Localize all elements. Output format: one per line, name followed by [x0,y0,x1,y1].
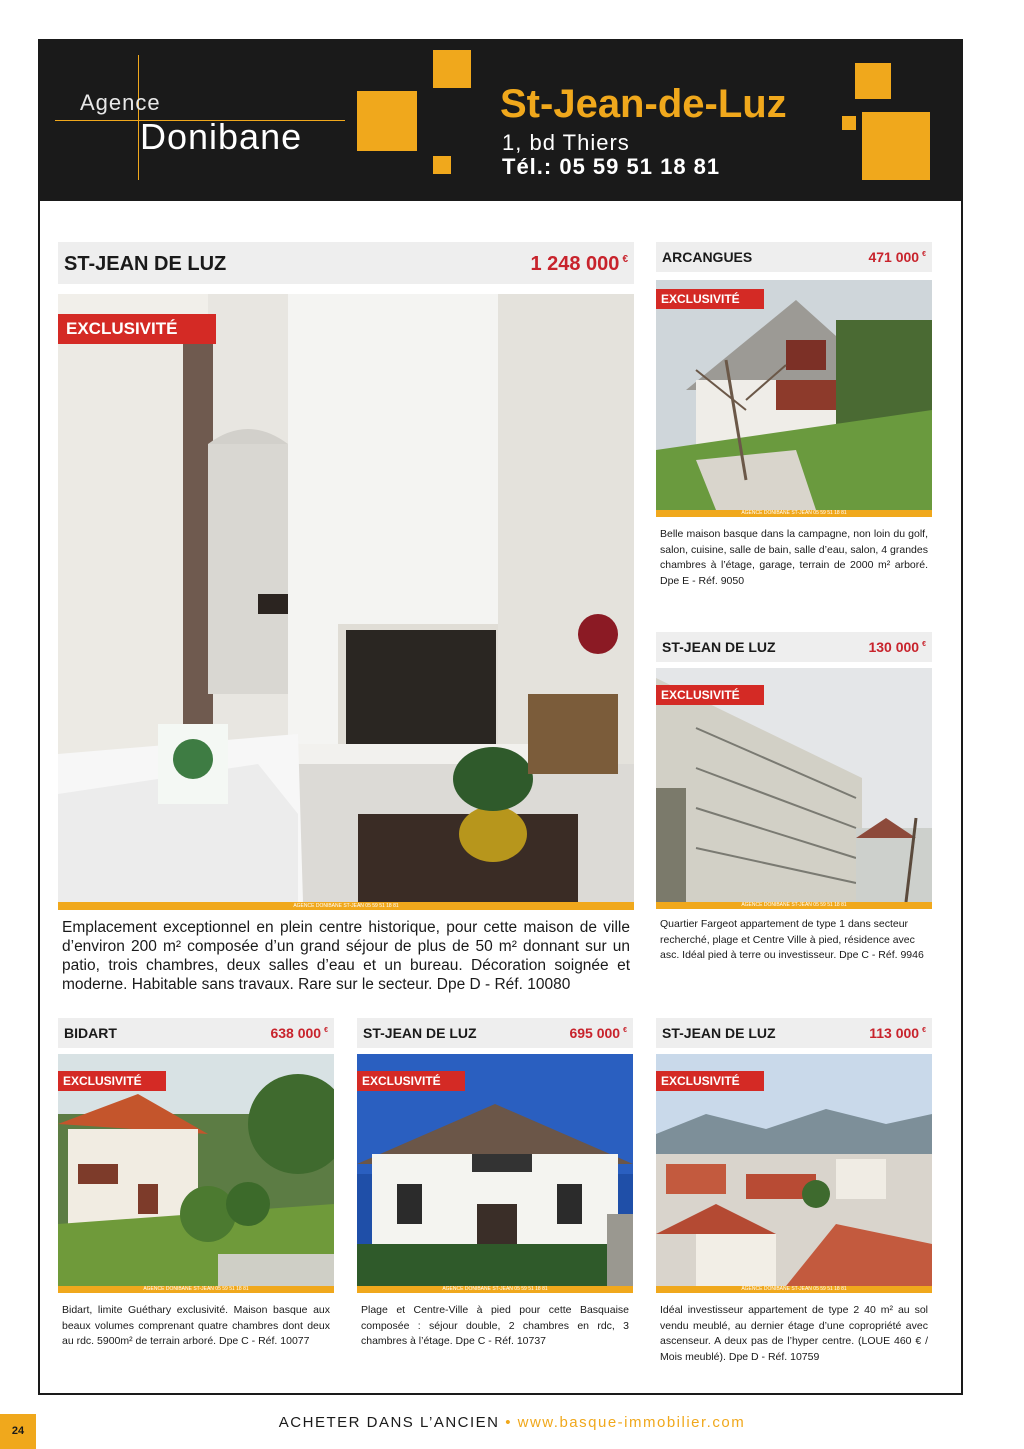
listing-town: BIDART [64,1025,117,1041]
listing-description: Emplacement exceptionnel en plein centre historique, pour cette maison de ville d’environ 200 m² composée d’un grand séjour de plus de 50 m² donnant sur un patio, trois chambres, deux salles d’eau et un bureau. Décoration soignée et moderne. Habitable sans travaux. Rare sur le secteur. Dpe D - Réf. 10080 [62,919,630,993]
exclusivity-badge: EXCLUSIVITÉ [58,314,216,344]
logo-square [862,112,930,180]
listing-price: 471 000 € [868,249,926,265]
photo-credit: AGENCE DONIBANE ST-JEAN 05 59 51 18 81 [656,1286,932,1293]
listing-description: Idéal investisseur appartement de type 2 40 m² au sol vendu meublé, au dernier étage d’une copropriété avec ascenseur. A deux pas de l’hyper centre. (LOUE 460 € / Mois meublé). Dpe D - Réf. 10759 [660,1304,928,1363]
listing-saint-jean-investor[interactable] [656,1018,932,1368]
listing-description: Plage et Centre-Ville à pied pour cette Basquaise composée : séjour double, 2 chambres en rdc, 3 chambres à l’étage. Dpe C - Réf. 10737 [361,1304,629,1347]
agency-phone: Tél.: 05 59 51 18 81 [502,154,721,179]
logo-square [842,116,856,130]
listing-town: ST-JEAN DE LUZ [363,1025,477,1041]
listing-photo[interactable] [656,1054,932,1286]
listing-price: 130 000 € [868,639,926,655]
listing-photo[interactable] [656,280,932,510]
footer-title: ACHETER DANS L’ANCIEN [278,1414,500,1431]
listing-saint-jean-apartment[interactable] [656,632,932,982]
listing-photo[interactable] [58,294,634,902]
photo-credit: AGENCE DONIBANE ST-JEAN 05 59 51 18 81 [656,902,932,909]
listing-photo[interactable] [58,1054,334,1286]
listing-town: ST-JEAN DE LUZ [64,253,227,275]
website-link[interactable]: www.basque-immobilier.com [517,1414,746,1431]
listing-title-bar [58,242,634,284]
listing-title-bar [357,1018,633,1048]
listing-description: Belle maison basque dans la campagne, non loin du golf, salon, cuisine, salle de bain, salle d’eau, salon, 4 grandes chambres à l’étage, garage, terrain de 2000 m² arboré. Dpe E - Réf. 9050 [660,528,928,587]
agency-address: 1, bd Thiers [502,130,630,155]
header-rule-vertical [138,55,139,180]
agency-name: Donibane [140,116,303,157]
page-number: 24 [0,1414,36,1449]
footer-separator: • [505,1414,512,1431]
listing-arcangues[interactable] [656,242,932,602]
living-room-photo [58,294,634,902]
exclusivity-badge: EXCLUSIVITÉ [656,289,764,309]
listing-town: ST-JEAN DE LUZ [662,639,776,655]
photo-credit: AGENCE DONIBANE ST-JEAN 05 59 51 18 81 [656,510,932,517]
logo-square [433,156,451,174]
listing-price: 638 000 € [270,1025,328,1041]
exclusivity-badge: EXCLUSIVITÉ [357,1071,465,1091]
exclusivity-badge: EXCLUSIVITÉ [656,1071,764,1091]
listing-title-bar [656,632,932,662]
logo-square [357,91,417,151]
logo-square [855,63,891,99]
listing-description: Bidart, limite Guéthary exclusivité. Maison basque aux beaux volumes comprenant quatre chambres dont deux au rdc. 5900m² de terrain arboré. Dpe C - Réf. 10077 [62,1304,330,1347]
logo-square [433,50,471,88]
listing-town: ARCANGUES [662,249,753,265]
exclusivity-badge: EXCLUSIVITÉ [58,1071,166,1091]
listing-main[interactable] [58,242,634,1002]
listing-photo[interactable] [357,1054,633,1286]
photo-credit: AGENCE DONIBANE ST-JEAN 05 59 51 18 81 [58,1286,334,1293]
listing-price: 695 000 € [569,1025,627,1041]
listing-title-bar [656,242,932,272]
listing-photo[interactable] [656,668,932,902]
agency-line1: Agence [80,90,161,115]
basque-house-photo [656,280,932,510]
agency-city: St-Jean-de-Luz [500,82,787,126]
listing-title-bar [656,1018,932,1048]
listing-description: Quartier Fargeot appartement de type 1 dans secteur recherché, plage et Centre Ville à pied, résidence avec asc. Idéal pied à terre ou investisseur. Dpe C - Réf. 9946 [660,918,924,961]
listing-title-bar [58,1018,334,1048]
listing-price: 1 248 000 € [530,253,628,275]
exclusivity-badge: EXCLUSIVITÉ [656,685,764,705]
photo-credit: AGENCE DONIBANE ST-JEAN 05 59 51 18 81 [357,1286,633,1293]
footer-banner [0,1414,1024,1431]
listing-price: 113 000 € [869,1025,926,1041]
listing-bidart[interactable] [58,1018,334,1368]
listing-saint-jean-basque-house[interactable] [357,1018,633,1368]
listing-town: ST-JEAN DE LUZ [662,1025,776,1041]
photo-credit: AGENCE DONIBANE ST-JEAN 05 59 51 18 81 [58,902,634,910]
